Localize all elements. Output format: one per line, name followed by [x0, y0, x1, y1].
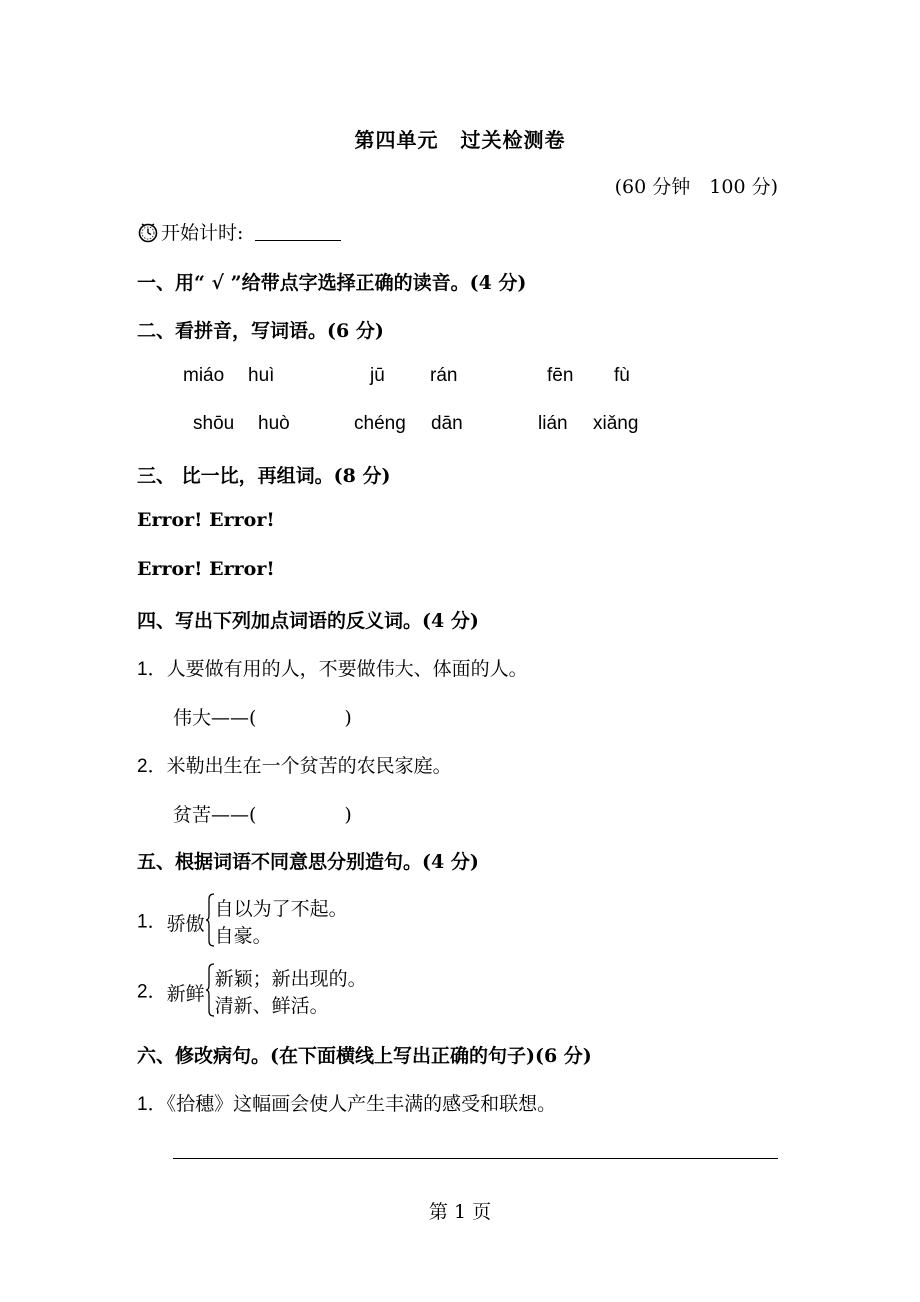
- pinyin-fu: fù: [614, 365, 630, 386]
- meaning-option-1: 自以为了不起。: [214, 897, 348, 920]
- time-score-info: (60 分钟 100 分): [614, 176, 778, 198]
- antonym-answer-2[interactable]: [173, 800, 352, 827]
- pinyin-ran: rán: [430, 365, 458, 386]
- section-4-heading: 四、写出下列加点词语的反义词。(4 分): [137, 610, 479, 632]
- item-sentence: 《拾穗》这幅画会使人产生丰满的感受和联想。: [166, 1093, 557, 1115]
- item-number: 2．: [137, 981, 167, 1003]
- antonym-answer-1[interactable]: [173, 703, 352, 730]
- meaning-option-2: 自豪。: [214, 924, 272, 947]
- page-number: 第 1 页: [428, 1201, 492, 1223]
- brace-icon: [205, 893, 215, 952]
- meaning-word: 骄傲: [166, 913, 205, 935]
- timer-label: 开始计时:: [161, 222, 244, 244]
- section-1-heading: 一、用“ √ ”给带点字选择正确的读音。(4 分): [137, 272, 527, 294]
- meaning-word: 新鲜: [166, 983, 205, 1005]
- sick-sentence-1: [137, 1089, 556, 1116]
- title-part1: 第四单元: [354, 128, 439, 152]
- section-6-heading: 六、修改病句。(在下面横线上写出正确的句子)(6 分): [137, 1045, 592, 1067]
- item-number: 1．: [137, 911, 167, 933]
- item-number: 1．: [137, 659, 167, 680]
- meaning-option-2: 清新、鲜活。: [214, 994, 329, 1017]
- close-paren: ): [344, 707, 352, 729]
- brace-icon: [205, 963, 215, 1022]
- section-5-heading: 五、根据词语不同意思分别造句。(4 分): [137, 851, 479, 873]
- pinyin-shou: shōu: [193, 413, 235, 434]
- error-line-1: Error! Error!: [137, 509, 275, 531]
- meaning-option-1: 新颖；新出现的。: [214, 967, 367, 990]
- timer-row: [137, 218, 341, 245]
- section-2-heading: 二、看拼音，写词语。(6 分): [137, 320, 384, 342]
- close-paren: ): [344, 804, 352, 826]
- clock-icon: [137, 221, 159, 243]
- timer-blank[interactable]: [255, 222, 341, 241]
- pinyin-ju: jū: [370, 365, 385, 386]
- antonym-word: 贫苦——(: [173, 804, 257, 826]
- antonym-item-1: [137, 654, 528, 681]
- meaning-item-2: [137, 963, 367, 1022]
- pinyin-lian: lián: [538, 413, 568, 434]
- error-line-2: Error! Error!: [137, 558, 275, 580]
- item-number: 1．: [137, 1094, 167, 1115]
- pinyin-miao: miáo: [183, 365, 225, 386]
- pinyin-huo: huò: [258, 413, 290, 434]
- pinyin-fen: fēn: [547, 365, 574, 386]
- answer-line[interactable]: [173, 1158, 778, 1159]
- item-sentence: 米勒出生在一个贫苦的农民家庭。: [166, 755, 452, 777]
- item-sentence: 人要做有用的人，不要做伟大、体面的人。: [166, 658, 528, 680]
- antonym-item-2: [137, 751, 452, 778]
- page-title: [0, 124, 920, 153]
- title-part2: 过关检测卷: [460, 128, 566, 152]
- antonym-word: 伟大——(: [173, 707, 257, 729]
- pinyin-hui: huì: [248, 365, 275, 386]
- pinyin-dan: dān: [431, 413, 463, 434]
- item-number: 2．: [137, 756, 167, 777]
- meaning-item-1: [137, 893, 348, 952]
- pinyin-xiang: xiǎng: [593, 413, 639, 434]
- pinyin-cheng: chéng: [354, 413, 406, 434]
- section-3-heading: 三、 比一比，再组词。(8 分): [137, 465, 391, 487]
